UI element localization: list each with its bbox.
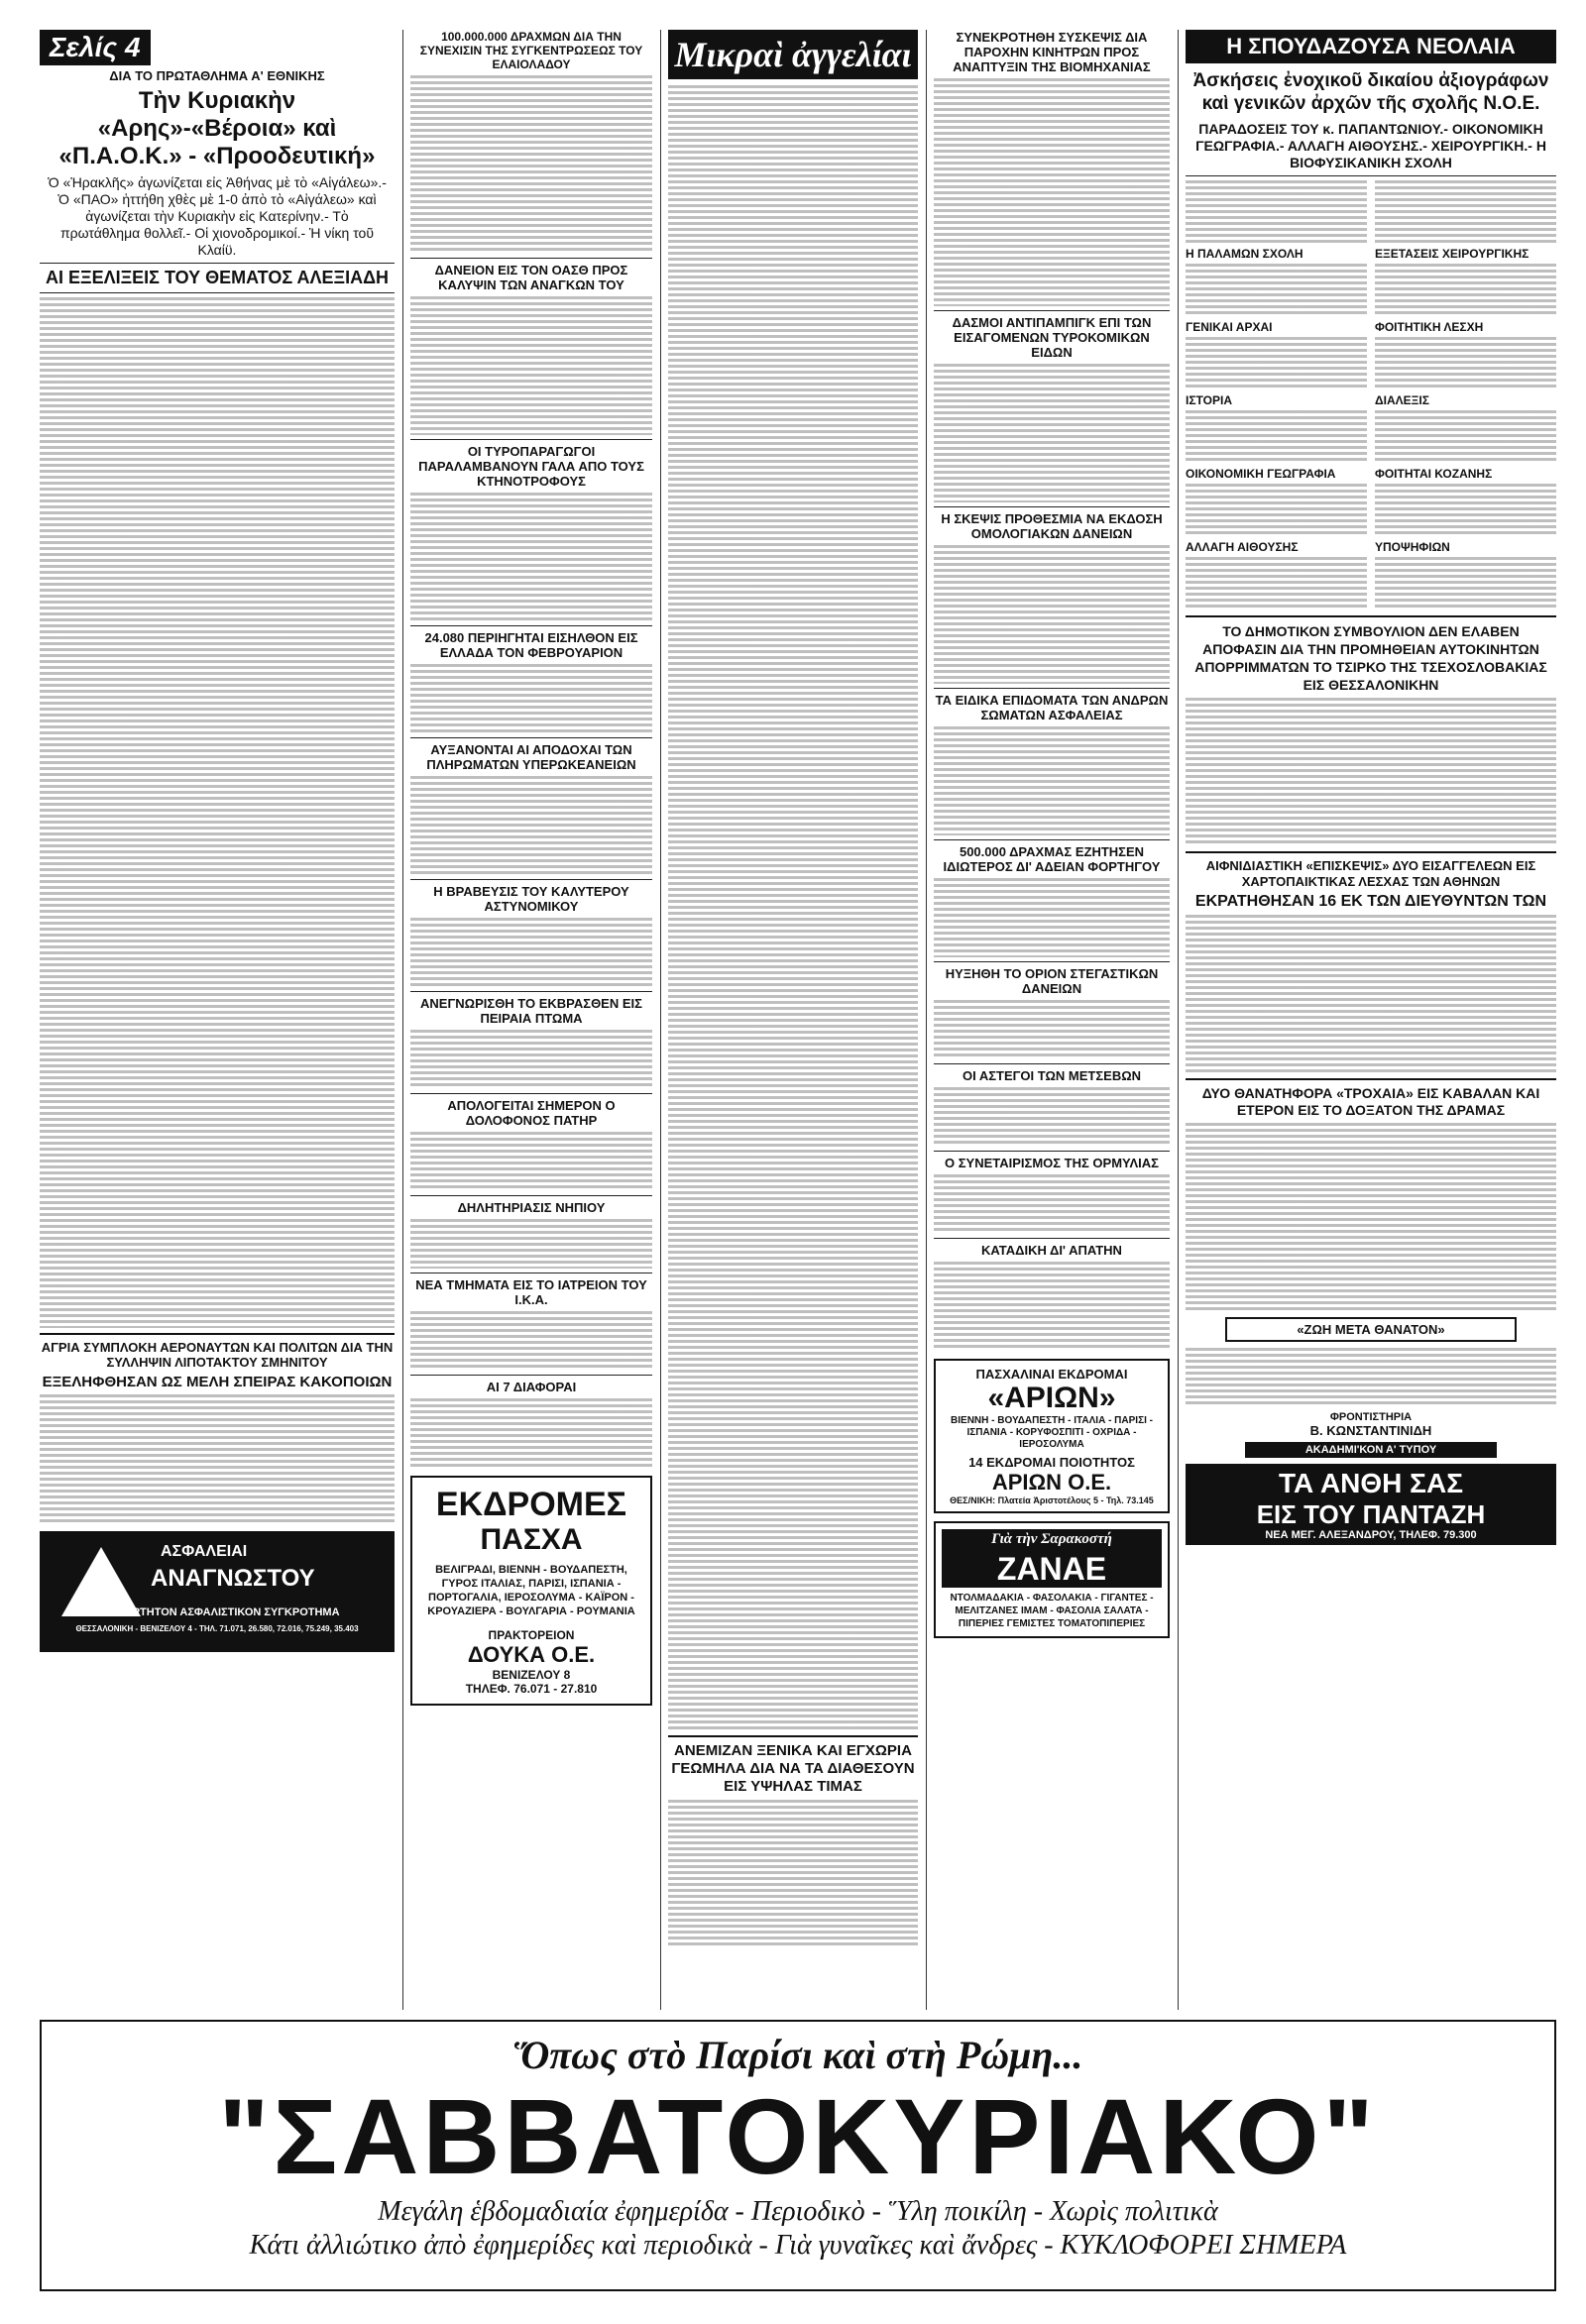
economy-headline-6: ΗΥΞΗΘΗ ΤΟ ΟΡΙΟΝ ΣΤΕΓΑΣΤΙΚΩΝ ΔΑΝΕΙΩΝ <box>945 966 1159 996</box>
body-text-block <box>934 78 1170 306</box>
body-text-block <box>410 1311 652 1371</box>
body-text-block <box>1375 557 1556 610</box>
body-text-block <box>1186 484 1367 537</box>
arion-ad-name: «ΑΡΙΩΝ» <box>987 1382 1116 1414</box>
body-text-block <box>668 1800 918 1948</box>
body-text-block <box>1186 180 1367 244</box>
youth-body-left <box>1186 180 1367 610</box>
insurance-ad-line3: ΑΝΕΞΑΡΤΗΤΟΝ ΑΣΦΑΛΙΣΤΙΚΟΝ ΣΥΓΚΡΟΤΗΜΑ <box>94 1606 340 1618</box>
body-text-block <box>410 1030 652 1089</box>
body-text-block <box>1186 557 1367 610</box>
flowers-ad-line1: ΤΑ ΑΝΘΗ ΣΑΣ <box>1278 1468 1464 1498</box>
arion-ad-body: ΒΙΕΝΝΗ - ΒΟΥΔΑΠΕΣΤΗ - ΙΤΑΛΙΑ - ΠΑΡΙΣΙ - ΙΣΠΑΝΙΑ - ΚΟΡΥΦΟΣΠΙΤΙ - ΟΧΡΙΔΑ - ΙΕΡΟΣΟΛΥΜΑ <box>951 1415 1153 1450</box>
economy-headline-2: ΔΑΣΜΟΙ ΑΝΤΙΠΑΜΠΙΓΚ ΕΠΙ ΤΩΝ ΕΙΣΑΓΟΜΕΝΩΝ ΤΥΡΟΚΟΜΙΚΩΝ ΕΙΔΩΝ <box>952 315 1152 360</box>
arion-ad-address: ΘΕΣ/ΝΙΚΗ: Πλατεία Ἀριστοτέλους 5 - Τηλ. 73.145 <box>950 1495 1154 1505</box>
body-text-block <box>410 776 652 875</box>
body-text-block <box>934 1174 1170 1234</box>
economy-headline-1: ΣΥΝΕΚΡΟΤΗΘΗ ΣΥΣΚΕΨΙΣ ΔΙΑ ΠΑΡΟΧΗΝ ΚΙΝΗΤΡΩΝ ΠΡΟΣ ΑΝΑΠΤΥΞΙΝ ΤΗΣ ΒΙΟΜΗΧΑΝΙΑΣ <box>953 30 1151 74</box>
sports-subhead: ΑΙ ΕΞΕΛΙΞΕΙΣ ΤΟΥ ΘΕΜΑΤΟΣ ΑΛΕΞΙΑΔΗ <box>45 268 390 287</box>
newspaper-page <box>40 30 1556 2299</box>
story-headline: ΕΞΕΛΗΦΘΗΣΑΝ ΩΣ ΜΕΛΗ ΣΠΕΙΡΑΣ ΚΑΚΟΠΟΙΩΝ <box>42 1374 393 1390</box>
column-sports <box>40 30 395 2010</box>
body-text-block <box>934 1087 1170 1147</box>
raid-headline: ΕΚΡΑΤΗΘΗΣΑΝ 16 ΕΚ ΤΩΝ ΔΙΕΥΘΥΝΤΩΝ ΤΩΝ <box>1194 893 1547 910</box>
body-text-block <box>410 1219 652 1269</box>
youth-section-title: ΥΠΟΨΗΦΙΩΝ <box>1375 540 1450 554</box>
news-headline-11: ΑΙ 7 ΔΙΑΦΟΡΑΙ <box>486 1380 577 1394</box>
classifieds-body <box>668 85 918 1730</box>
flowers-ad <box>1186 1464 1556 1545</box>
economy-headline-4: ΤΑ ΕΙΔΙΚΑ ΕΠΙΔΟΜΑΤΑ ΤΩΝ ΑΝΔΡΩΝ ΣΩΜΑΤΩΝ ΑΣΦΑΛΕΙΑΣ <box>935 693 1169 722</box>
academy-label: ΑΚΑΔΗΜΙ'ΚΟΝ Α' ΤΥΠΟΥ <box>1245 1442 1497 1458</box>
body-text-block <box>934 1000 1170 1059</box>
sports-lead: Ὁ «Ἡρακλῆς» ἀγωνίζεται εἰς Ἀθήνας μὲ τὸ «Αἰγάλεω».- Ὁ «ΠΑΟ» ἡττήθη χθὲς μὲ 1-0 ἀπὸ τὸ «Αἰγάλεω» καὶ ἀγωνίζεται τὴν Κυριακὴν εἰς Κατερίνην.- Τὸ πρωτάθλημα θολλεῖ.- Οἱ χιονοδρομικοί.- Ἡ νίκη τοῦ Κλαίϋ. <box>48 174 387 258</box>
arion-ad-brand: ΑΡΙΩΝ Ο.Ε. <box>991 1470 1112 1494</box>
body-text-block <box>1186 264 1367 317</box>
youth-headline: Ἀσκήσεις ἐνοχικοῦ δικαίου ἀξιογράφων καὶ γενικῶν ἀρχῶν τῆς σχολῆς Ν.Ο.Ε. <box>1192 70 1549 114</box>
classifieds-bottom-headline: ΑΝΕΜΙΖΑΝ ΞΕΝΙΚΑ ΚΑΙ ΕΓΧΩΡΙΑ ΓΕΩΜΗΛΑ ΔΙΑ ΝΑ ΤΑ ΔΙΑΘΕΣΟΥΝ ΕΙΣ ΥΨΗΛΑΣ ΤΙΜΑΣ <box>671 1742 915 1795</box>
news-headline-1: 100.000.000 ΔΡΑΧΜΩΝ ΔΙΑ ΤΗΝ ΣΥΝΕΧΙΣΙΝ ΤΗΣ ΣΥΓΚΕΝΤΡΩΣΕΩΣ ΤΟΥ ΕΛΑΙΟΛΑΔΟΥ <box>419 30 643 71</box>
youth-section-title: ΕΞΕΤΑΣΕΙΣ ΧΕΙΡΟΥΡΓΙΚΗΣ <box>1375 247 1529 261</box>
column-rule <box>402 30 403 2010</box>
classifieds-title: Μικραὶ ἀγγελίαι <box>674 35 912 74</box>
insurance-ad <box>40 1531 395 1652</box>
easter-tours-ad <box>410 1476 652 1706</box>
body-text-block <box>410 664 652 733</box>
news-headline-6: Η ΒΡΑΒΕΥΣΙΣ ΤΟΥ ΚΑΛΥΤΕΡΟΥ ΑΣΤΥΝΟΜΙΚΟΥ <box>433 884 629 914</box>
body-text-block <box>410 296 652 435</box>
news-headline-5: ΑΥΞΑΝΟΝΤΑΙ ΑΙ ΑΠΟΔΟΧΑΙ ΤΩΝ ΠΛΗΡΩΜΑΤΩΝ ΥΠΕΡΩΚΕΑΝΕΙΩΝ <box>426 742 636 772</box>
easter-ad-title: ΕΚΔΡΟΜΕΣ <box>435 1486 627 1523</box>
news-headline-3: ΟΙ ΤΥΡΟΠΑΡΑΓΩΓΟΙ ΠΑΡΑΛΑΜΒΑΝΟΥΝ ΓΑΛΑ ΑΠΟ ΤΟΥΣ ΚΤΗΝΟΤΡΟΦΟΥΣ <box>418 444 644 489</box>
economy-headline-3: Η ΣΚΕΨΙΣ ΠΡΟΘΕΣΜΙΑ ΝΑ ΕΚΔΟΣΗ ΟΜΟΛΟΓΙΑΚΩΝ ΔΑΝΕΙΩΝ <box>941 511 1163 541</box>
insurance-ad-contact: ΘΕΣΣΑΛΟΝΙΚΗ - ΒΕΝΙΖΕΛΟΥ 4 - ΤΗΛ. 71.071, 26.580, 72.016, 75.249, 35.403 <box>75 1624 359 1633</box>
weekend-newspaper-ad <box>40 2020 1556 2291</box>
sports-headline: Τὴν Κυριακὴν «Αρης»-«Βέροια» καὶ «Π.Α.Ο.Κ.» - «Προοδευτική» <box>58 87 376 169</box>
youth-section-title: ΙΣΤΟΡΙΑ <box>1186 393 1232 407</box>
tutoring-title: ΦΡΟΝΤΙΣΤΗΡΙΑ <box>1329 1411 1413 1423</box>
arion-ad-top: ΠΑΣΧΑΛΙΝΑΙ ΕΚΔΡΟΜΑΙ <box>975 1367 1128 1382</box>
easter-ad-address: ΒΕΝΙΖΕΛΟΥ 8 <box>492 1668 571 1682</box>
zanae-ad-body: ΝΤΟΛΜΑΔΑΚΙΑ - ΦΑΣΟΛΑΚΙΑ - ΓΙΓΑΝΤΕΣ - ΜΕΛΙΤΖΑΝΕΣ ΙΜΑΜ - ΦΑΣΟΛΙΑ ΣΑΛΑΤΑ - ΠΙΠΕΡΙΕΣ ΓΕΜΙΣΤΕΣ ΤΟΜΑΤΟΠΙΠΕΡΙΕΣ <box>950 1593 1154 1629</box>
youth-subhead: ΠΑΡΑΔΟΣΕΙΣ ΤΟΥ κ. ΠΑΠΑΝΤΩΝΙΟΥ.- ΟΙΚΟΝΟΜΙΚΗ ΓΕΩΓΡΑΦΙΑ.- ΑΛΛΑΓΗ ΑΙΘΟΥΣΗΣ.- ΧΕΙΡΟΥΡΓΙΚΗ.- Η ΒΙΟΦΥΣΙΚΑΝΙΚΗ ΣΧΟΛΗ <box>1195 121 1546 170</box>
easter-ad-subtitle: ΠΑΣΧΑ <box>480 1523 583 1556</box>
youth-section-title: ΔΙΑΛΕΞΙΣ <box>1375 393 1429 407</box>
column-classifieds <box>668 30 918 2010</box>
story-body-text <box>40 1394 395 1523</box>
body-text-block <box>410 493 652 621</box>
youth-body-right <box>1375 180 1556 610</box>
body-text-block <box>934 545 1170 684</box>
insurance-ad-line1: ΑΣΦΑΛΕΙΑΙ <box>161 1543 248 1560</box>
news-headline-4: 24.080 ΠΕΡΙΗΓΗΤΑΙ ΕΙΣΗΛΘΟΝ ΕΙΣ ΕΛΛΑΔΑ ΤΟΝ ΦΕΒΡΟΥΑΡΙΟΝ <box>424 630 638 660</box>
youth-section-title: ΓΕΝΙΚΑΙ ΑΡΧΑΙ <box>1186 320 1273 334</box>
economy-headline-7: ΟΙ ΑΣΤΕΓΟΙ ΤΩΝ ΜΕΤΣΕΒΩΝ <box>962 1068 1142 1083</box>
council-headline: ΤΟ ΔΗΜΟΤΙΚΟΝ ΣΥΜΒΟΥΛΙΟΝ ΔΕΝ ΕΛΑΒΕΝ ΑΠΟΦΑΣΙΝ ΔΙΑ ΤΗΝ ΠΡΟΜΗΘΕΙΑΝ ΑΥΤΟΚΙΝΗΤΩΝ ΑΠΟΡΡΙΜΜΑΤΩΝ ΤΟ ΤΣΙΡΚΟ ΤΗΣ ΤΣΕΧΟΣΛΟΒΑΚΙΑΣ ΕΙΣ ΘΕΣΣΑΛΟΝΙΚΗΝ <box>1194 623 1547 693</box>
weekend-ad-title: "ΣΑΒΒΑΤΟΚΥΡΙΑΚΟ" <box>218 2076 1378 2196</box>
news-headline-7: ΑΝΕΓΝΩΡΙΣΘΗ ΤΟ ΕΚΒΡΑΣΘΕΝ ΕΙΣ ΠΕΙΡΑΙΑ ΠΤΩΜΑ <box>420 996 642 1026</box>
economy-headline-8: Ο ΣΥΝΕΤΑΙΡΙΣΜΟΣ ΤΗΣ ΟΡΜΥΛΙΑΣ <box>945 1156 1159 1170</box>
body-text-block <box>1186 915 1556 1073</box>
youth-section-title: ΟΙΚΟΝΟΜΙΚΗ ΓΕΩΓΡΑΦΙΑ <box>1186 467 1336 481</box>
body-text-block <box>410 1398 652 1468</box>
body-text-block <box>934 726 1170 835</box>
weekend-ad-line1: Μεγάλη ἑβδομαδιαία ἐφημερίδα - Περιοδικὸ - Ὕλη ποικίλη - Χωρὶς πολιτικὰ <box>378 2196 1218 2227</box>
news-headline-8: ΑΠΟΛΟΓΕΙΤΑΙ ΣΗΜΕΡΟΝ Ο ΔΟΛΟΦΟΝΟΣ ΠΑΤΗΡ <box>447 1098 616 1128</box>
accidents-headline: ΔΥΟ ΘΑΝΑΤΗΦΟΡΑ «ΤΡΟΧΑΙΑ» ΕΙΣ ΚΑΒΑΛΑΝ ΚΑΙ ΕΤΕΡΟΝ ΕΙΣ ΤΟ ΔΟΞΑΤΟΝ ΤΗΣ ΔΡΑΜΑΣ <box>1201 1085 1540 1118</box>
column-rule <box>1178 30 1179 2010</box>
easter-ad-phone: ΤΗΛΕΦ. 76.071 - 27.810 <box>465 1682 598 1696</box>
news-headline-9: ΔΗΛΗΤΗΡΙΑΣΙΣ ΝΗΠΙΟΥ <box>457 1200 606 1215</box>
body-text-block <box>410 75 652 254</box>
column-rule <box>660 30 661 2010</box>
youth-section-title: Η ΠΑΛΑΜΩΝ ΣΧΟΛΗ <box>1186 247 1303 261</box>
news-headline-2: ΔΑΝΕΙΟΝ ΕΙΣ ΤΟΝ ΟΑΣΘ ΠΡΟΣ ΚΑΛΥΨΙΝ ΤΩΝ ΑΝΑΓΚΩΝ ΤΟΥ <box>434 263 628 292</box>
body-text-block <box>934 1262 1170 1351</box>
body-text-block <box>1186 698 1556 846</box>
body-text-block <box>1375 410 1556 464</box>
youth-section-title: ΦΟΙΤΗΤΙΚΗ ΛΕΣΧΗ <box>1375 320 1484 334</box>
sports-body-text <box>40 297 395 1328</box>
zanae-ad-top: Γιὰ τὴν Σαρακοστή <box>942 1529 1162 1550</box>
afterlife-title: «ΖΩΗ ΜΕΤΑ ΘΑΝΑΤΟΝ» <box>1297 1322 1445 1337</box>
body-text-block <box>1186 337 1367 390</box>
classifieds-banner <box>668 30 918 79</box>
afterlife-ad <box>1225 1317 1517 1342</box>
tutoring-name: Β. ΚΩΝΣΤΑΝΤΙΝΙΔΗ <box>1309 1423 1432 1438</box>
body-text-block <box>1375 337 1556 390</box>
tutoring-ad <box>1186 1411 1556 1438</box>
youth-section-title: ΑΛΛΑΓΗ ΑΙΘΟΥΣΗΣ <box>1186 540 1299 554</box>
zanae-ad-name: ΖΑΝΑΕ <box>942 1550 1162 1588</box>
zanae-ad <box>934 1521 1170 1638</box>
story-kicker: ΑΓΡΙΑ ΣΥΜΠΛΟΚΗ ΑΕΡΟΝΑΥΤΩΝ ΚΑΙ ΠΟΛΙΤΩΝ ΔΙΑ ΤΗΝ ΣΥΛΛΗΨΙΝ ΛΙΠΟΤΑΚΤΟΥ ΣΜΗΝΙΤΟΥ <box>41 1340 394 1370</box>
arion-ad-mid: 14 ΕΚΔΡΟΜΑΙ ΠΟΙΟΤΗΤΟΣ <box>968 1455 1135 1470</box>
economy-headline-5: 500.000 ΔΡΑΧΜΑΣ ΕΖΗΤΗΣΕΝ ΙΔΙΩΤΕΡΟΣ ΔΙ' ΑΔΕΙΑΝ ΦΟΡΤΗΓΟΥ <box>943 844 1161 874</box>
raid-kicker: ΑΙΦΝΙΔΙΑΣΤΙΚΗ «ΕΠΙΣΚΕΨΙΣ» ΔΥΟ ΕΙΣΑΓΓΕΛΕΩΝ ΕΙΣ ΧΑΡΤΟΠΑΙΚΤΙΚΑΣ ΛΕΣΧΑΣ ΤΩΝ ΑΘΗΝΩΝ <box>1205 858 1536 889</box>
easter-ad-agency: ΔΟΥΚΑ Ο.Ε. <box>467 1642 596 1667</box>
news-headline-10: ΝΕΑ ΤΜΗΜΑΤΑ ΕΙΣ ΤΟ ΙΑΤΡΕΙΟΝ ΤΟΥ Ι.Κ.Α. <box>415 1277 647 1307</box>
body-text-block <box>1375 484 1556 537</box>
sports-kicker: ΔΙΑ ΤΟ ΠΡΩΤΑΘΛΗΜΑ Α' ΕΘΝΙΚΗΣ <box>109 68 325 83</box>
body-text-block <box>1186 410 1367 464</box>
column-news <box>410 30 652 2010</box>
body-text-block <box>410 1132 652 1191</box>
masthead-row <box>40 30 395 65</box>
body-text-block <box>1375 180 1556 244</box>
body-text-block <box>1375 264 1556 317</box>
column-economy <box>934 30 1170 2010</box>
economy-headline-9: ΚΑΤΑΔΙΚΗ ΔΙ' ΑΠΑΤΗΝ <box>981 1243 1122 1258</box>
easter-ad-office: ΠΡΑΚΤΟΡΕΙΟΝ <box>488 1628 575 1642</box>
insurance-ad-name: ΑΝΑΓΝΩΣΤΟΥ <box>151 1565 315 1592</box>
flowers-ad-address: ΝΕΑ ΜΕΓ. ΑΛΕΞΑΝΔΡΟΥ, ΤΗΛΕΦ. 79.300 <box>1265 1529 1477 1541</box>
body-text-block <box>1186 1348 1556 1407</box>
arion-ad <box>934 1359 1170 1513</box>
column-rule <box>926 30 927 2010</box>
flowers-ad-line2: ΕΙΣ ΤΟΥ ΠΑΝΤΑΖΗ <box>1256 1499 1486 1529</box>
page-number-label: Σελίς 4 <box>40 30 151 65</box>
youth-body <box>1186 180 1556 610</box>
easter-ad-body: ΒΕΛΙΓΡΑΔΙ, ΒΙΕΝΝΗ - ΒΟΥΔΑΠΕΣΤΗ, ΓΥΡΟΣ ΙΤΑΛΙΑΣ, ΠΑΡΙΣΙ, ΙΣΠΑΝΙΑ - ΠΟΡΤΟΓΑΛΙΑ, ΙΕΡΟΣΟΛΥΜΑ - ΚΑΪΡΟΝ - ΚΡΟΥΑΖΙΕΡΑ - ΒΟΥΛΓΑΡΙΑ - ΡΟΥΜΑΝΙΑ <box>427 1564 635 1617</box>
body-text-block <box>934 878 1170 957</box>
weekend-ad-tagline: Ὅπως στὸ Παρίσι καὶ στὴ Ρώμη... <box>512 2033 1083 2077</box>
body-text-block <box>1186 1123 1556 1311</box>
weekend-ad-line2: Κάτι ἀλλιώτικο ἀπὸ ἐφημερίδες καὶ περιοδικὰ - Γιὰ γυναῖκες καὶ ἄνδρες - ΚΥΚΛΟΦΟΡΕΙ ΣΗΜΕΡΑ <box>249 2230 1347 2261</box>
youth-banner: Η ΣΠΟΥΔΑΖΟΥΣΑ ΝΕΟΛΑΙΑ <box>1186 30 1556 63</box>
column-youth <box>1186 30 1556 2010</box>
youth-section-title: ΦΟΙΤΗΤΑΙ ΚΟΖΑΝΗΣ <box>1375 467 1493 481</box>
body-text-block <box>934 364 1170 502</box>
body-text-block <box>410 918 652 987</box>
